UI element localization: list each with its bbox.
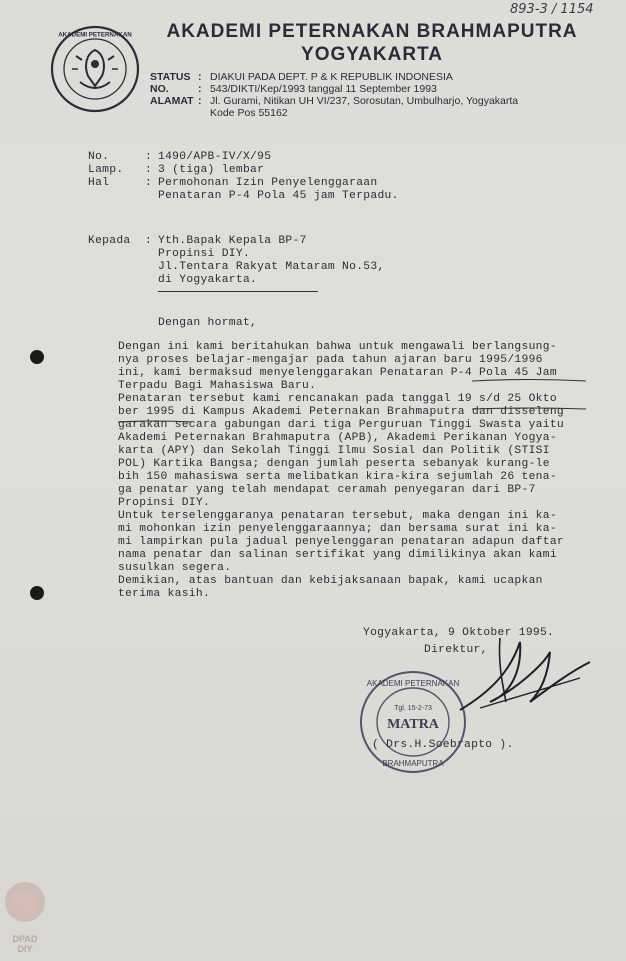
signatory-name: ( Drs.H.Soebrapto ). (372, 739, 514, 751)
stamp-center-text: MATRA (387, 717, 439, 732)
archive-number: 893-3 / 1154 (510, 2, 594, 17)
meta-hal-colon: : (145, 177, 153, 189)
body-line: terima kasih. (118, 588, 211, 600)
body-line: Akademi Peternakan Brahmaputra (APB), Akademi Perikanan Yogya- (118, 432, 557, 444)
body-line: bih 150 mahasiswa serta melibatkan kira-kira sejumlah 26 tena- (118, 471, 557, 483)
institution-city: YOGYAKARTA (301, 44, 443, 65)
header-status: STATUS : DIAKUI PADA DEPT. P & K REPUBLIK INDONESIA (150, 71, 453, 83)
stamp-ring-top: AKADEMI PETERNAKAN (366, 679, 460, 688)
body-line: Dengan ini kami beritahukan bahwa untuk mengawali berlangsung- (118, 341, 557, 353)
stamp-ring-bottom: BRAHMAPUTRA (382, 759, 444, 768)
stamp-inner-text: Tgl. 15-2-73 (394, 705, 432, 712)
header-address: ALAMAT : Jl. Gurami, Nitikan UH VI/237, Sorosutan, Umbulharjo, Yogyakarta (150, 95, 519, 107)
meta-no-value: 1490/APB-IV/X/95 (158, 151, 272, 163)
recipient-line: Propinsi DIY. (158, 248, 251, 260)
body-line: ga penatar yang telah mendapat ceramah penyegaran dari BP-7 (118, 484, 536, 496)
body-line: Demikian, atas bantuan dan kebijaksanaan bapak, kami ucapkan (118, 575, 543, 587)
body-line: ber 1995 di Kampus Akademi Peternakan Brahmaputra dan disseleng (118, 406, 564, 418)
body-line: ini, kami bermaksud menyelenggarakan Penataran P-4 Pola 45 Jam (118, 367, 557, 379)
institution-name: AKADEMI PETERNAKAN BRAHMAPUTRA (166, 21, 578, 42)
body-line: POL) Kartika Bangsa; dengan jumlah peserta sebanyak kurang-le (118, 458, 550, 470)
body-line: nama penatar dan salinan sertifikat yang dimilikinya akan kami (118, 549, 557, 561)
meta-hal-line2: Penataran P-4 Pola 45 jam Terpadu. (158, 190, 399, 202)
greeting: Dengan hormat, (158, 317, 258, 329)
punch-hole (30, 586, 44, 600)
meta-hal-label: Hal (88, 177, 110, 189)
body-line: mi mohonkan izin penyelenggaraannya; dan bersama surat ini ka- (118, 523, 557, 535)
body-line: Penataran tersebut kami rencanakan pada tanggal 19 s/d 25 Okto (118, 393, 557, 405)
watermark-line1: DPAD (12, 934, 38, 944)
recipient-line: di Yogyakarta. (158, 274, 258, 286)
punch-hole (30, 350, 44, 364)
meta-hal-line1: Permohonan Izin Penyelenggaraan (158, 177, 378, 189)
watermark-line2: DIY (17, 944, 33, 954)
logo-ring-text: AKADEMI PETERNAKAN (58, 31, 132, 39)
recipient-line: Yth.Bapak Kepala BP-7 (158, 235, 307, 247)
place-date: Yogyakarta, 9 Oktober 1995. (363, 627, 555, 639)
body-line: Untuk terselenggaranya penataran tersebut, maka dengan ini ka- (118, 510, 557, 522)
header-registration: NO. : 543/DIKTI/Kep/1993 tanggal 11 September 1993 (150, 83, 437, 95)
pen-underline (116, 418, 196, 428)
signatory-title: Direktur, (424, 644, 488, 656)
meta-lamp-label: Lamp. (88, 164, 124, 176)
signature-icon (450, 632, 600, 722)
body-line: mi lampirkan pula jadual penyelenggaran penataran adapun daftar (118, 536, 564, 548)
header-postcode: Kode Pos 55162 (210, 107, 288, 119)
meta-no-label: No. (88, 151, 110, 163)
meta-lamp-colon: : (145, 164, 153, 176)
meta-lamp-value: 3 (tiga) lembar (158, 164, 265, 176)
institution-logo-icon (50, 24, 140, 114)
body-line: garakan secara gabungan dari tiga Perguruan Tinggi Swasta yaitu (118, 419, 564, 431)
pen-underline (470, 405, 590, 415)
dpad-watermark-icon (2, 874, 48, 954)
body-line: karta (APY) dan Sekolah Tinggi Ilmu Sosial dan Politik (STISI (118, 445, 550, 457)
recipient-line: Jl.Tentara Rakyat Mataram No.53, (158, 261, 385, 273)
recipient-colon: : (145, 235, 153, 247)
pen-underline (470, 376, 590, 386)
body-line: Terpadu Bagi Mahasiswa Baru. (118, 380, 317, 392)
body-line: nya proses belajar-mengajar pada tahun ajaran baru 1995/1996 (118, 354, 543, 366)
body-line: susulkan segera. (118, 562, 232, 574)
recipient-label: Kepada (88, 235, 131, 247)
meta-no-colon: : (145, 151, 153, 163)
body-line: Propinsi DIY. (118, 497, 211, 509)
recipient-underline (158, 291, 318, 292)
